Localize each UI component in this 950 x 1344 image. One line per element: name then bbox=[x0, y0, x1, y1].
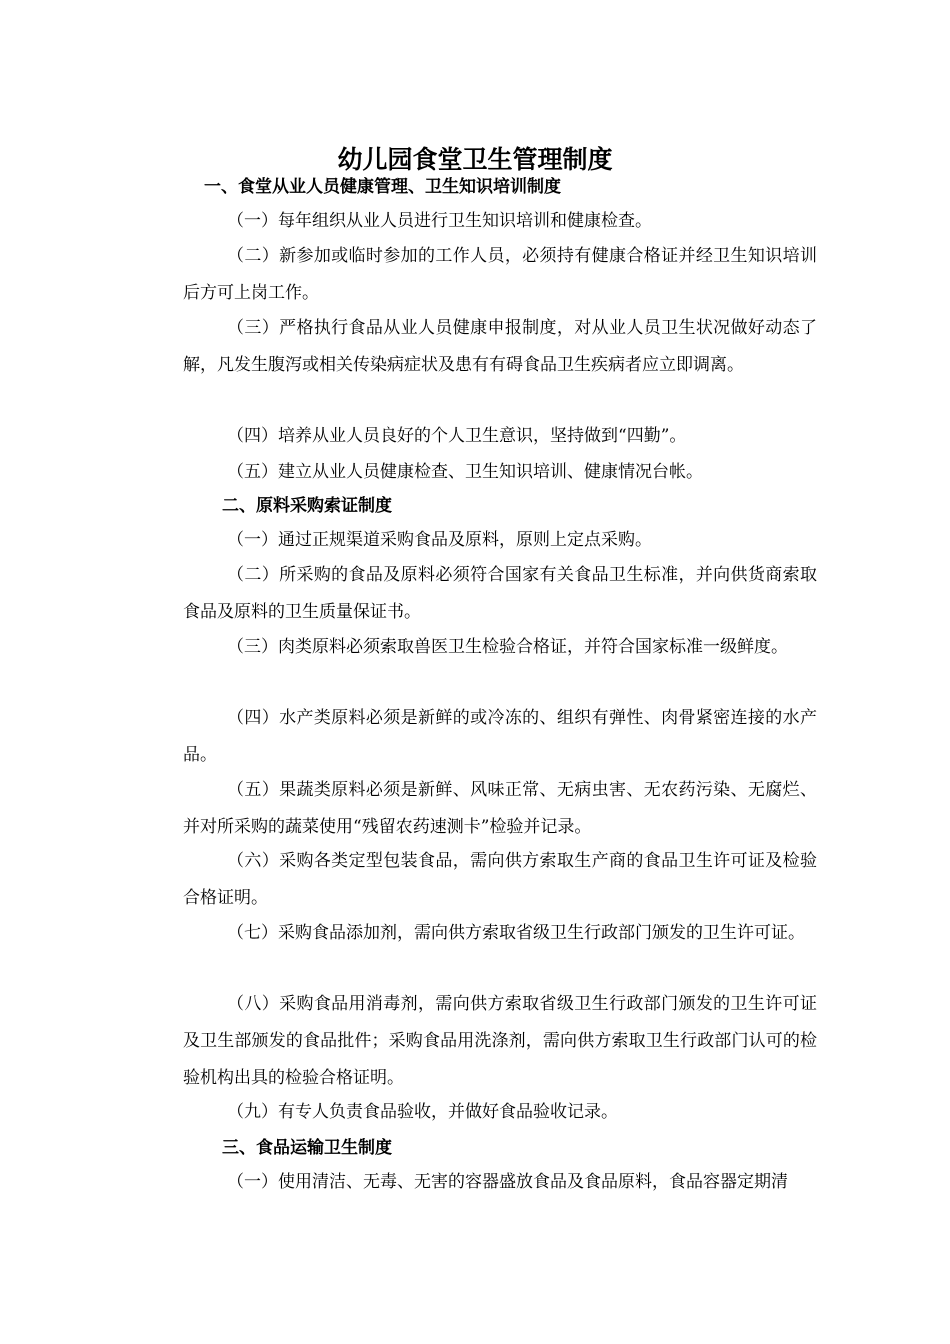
paragraph-1-1: （一）每年组织从业人员进行卫生知识培训和健康检查。 bbox=[227, 211, 652, 231]
paragraph-1-5: （五）建立从业人员健康检查、卫生知识培训、健康情况台帐。 bbox=[227, 462, 703, 482]
paragraph-2-1: （一）通过正规渠道采购食品及原料，原则上定点采购。 bbox=[227, 530, 652, 550]
paragraph-2-8: （八）采购食品用消毒剂，需向供方索取省级卫生行政部门颁发的卫生许可证及卫生部颁发的食品批件；采购食品用洗涤剂，需向供方索取卫生行政部门认可的检验机构出具的检验合格证明。 bbox=[183, 994, 817, 1088]
paragraph-2-6: （六）采购各类定型包装食品，需向供方索取生产商的食品卫生许可证及检验合格证明。 bbox=[183, 851, 817, 908]
paragraph-3-1: （一）使用清洁、无毒、无害的容器盛放食品及食品原料，食品容器定期清 bbox=[227, 1172, 788, 1192]
section-heading-health: 一、食堂从业人员健康管理、卫生知识培训制度 bbox=[204, 177, 561, 197]
section-heading-transport: 三、食品运输卫生制度 bbox=[222, 1138, 392, 1158]
paragraph-1-2: （二）新参加或临时参加的工作人员，必须持有健康合格证并经卫生知识培训后方可上岗工作。 bbox=[183, 246, 817, 303]
paragraph-2-3: （三）肉类原料必须索取兽医卫生检验合格证，并符合国家标准一级鲜度。 bbox=[227, 637, 788, 657]
section-heading-procurement: 二、原料采购索证制度 bbox=[222, 496, 392, 516]
paragraph-2-9: （九）有专人负责食品验收，并做好食品验收记录。 bbox=[227, 1102, 618, 1122]
paragraph-2-5: （五）果蔬类原料必须是新鲜、风味正常、无病虫害、无农药污染、无腐烂、并对所采购的蔬菜使用“残留农药速测卡”检验并记录。 bbox=[183, 780, 817, 837]
paragraph-1-4: （四）培养从业人员良好的个人卫生意识，坚持做到“四勤”。 bbox=[227, 426, 687, 446]
document-title: 幼儿园食堂卫生管理制度 bbox=[337, 145, 613, 174]
paragraph-2-2: （二）所采购的食品及原料必须符合国家有关食品卫生标准，并向供货商索取食品及原料的卫生质量保证书。 bbox=[183, 565, 817, 622]
paragraph-1-3: （三）严格执行食品从业人员健康申报制度，对从业人员卫生状况做好动态了解，凡发生腹泻或相关传染病症状及患有有碍食品卫生疾病者应立即调离。 bbox=[183, 318, 817, 375]
paragraph-2-7: （七）采购食品添加剂，需向供方索取省级卫生行政部门颁发的卫生许可证。 bbox=[227, 923, 805, 943]
paragraph-2-4: （四）水产类原料必须是新鲜的或冷冻的、组织有弹性、肉骨紧密连接的水产品。 bbox=[183, 708, 817, 765]
